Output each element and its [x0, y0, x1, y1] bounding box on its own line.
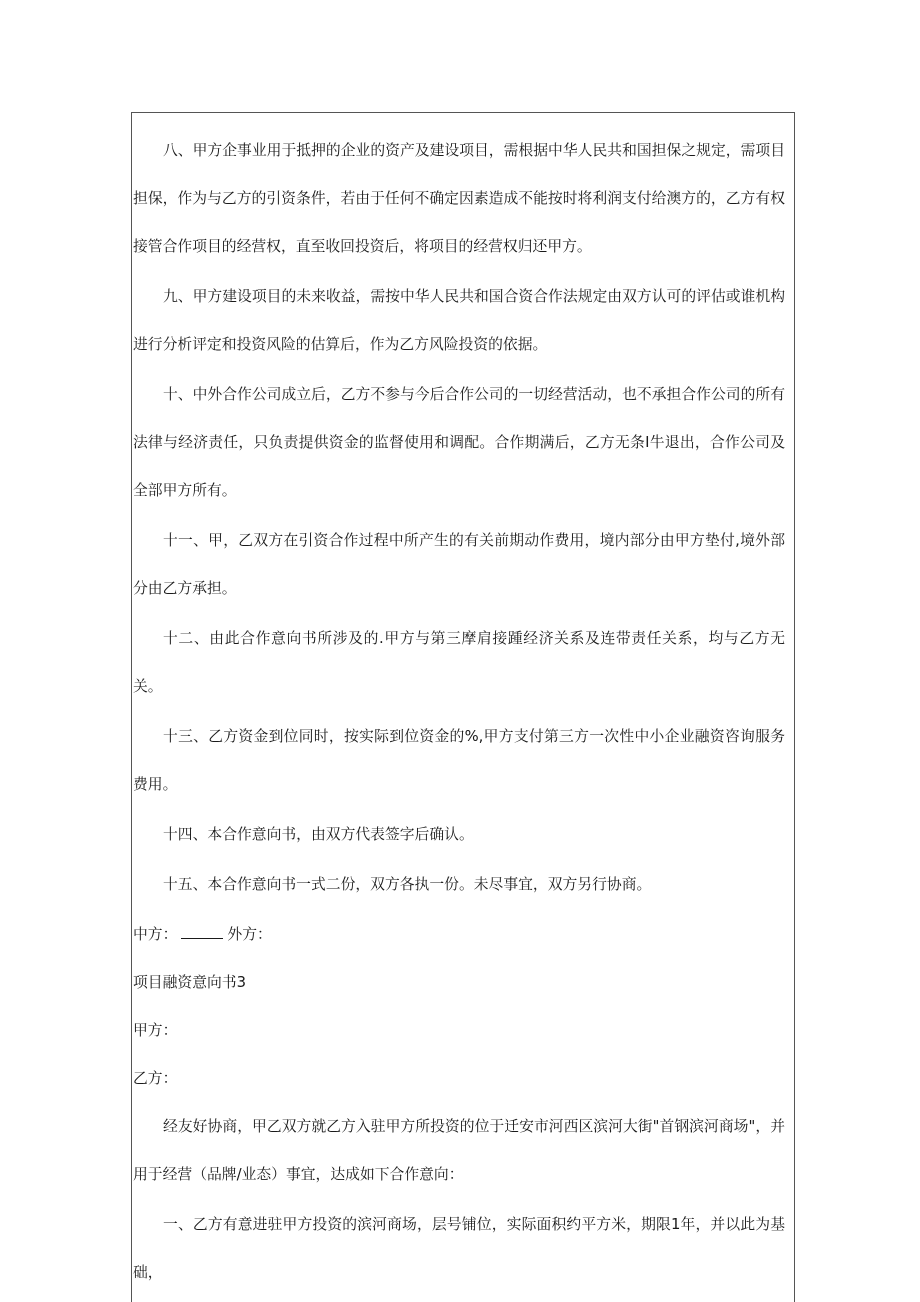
clause-14: 十四、本合作意向书，由双方代表签字后确认。 — [163, 826, 474, 843]
signature-chinese-party: 中方： — [133, 926, 178, 943]
clause-1: 一、乙方有意进驻甲方投资的滨河商场，层号铺位，实际面积约平方米，期限1年，并以此为基础， — [133, 1216, 785, 1281]
intro-paragraph: 经友好协商，甲乙双方就乙方入驻甲方所投资的位于迁安市河西区滨河大街"首钢滨河商场"，并用于经营（品牌/业态）事宜，达成如下合作意向： — [133, 1118, 785, 1183]
clause-11: 十一、甲，乙双方在引资合作过程中所产生的有关前期动作费用，境内部分由甲方垫付,境外部分由乙方承担。 — [133, 532, 785, 597]
party-b-label: 乙方： — [133, 1070, 178, 1087]
clause-13: 十三、乙方资金到位同时，按实际到位资金的%,甲方支付第三方一次性中小企业融资咨询服务费用。 — [133, 728, 785, 793]
document-body — [133, 127, 785, 1299]
signature-line — [133, 911, 785, 959]
section-title: 项目融资意向书3 — [133, 974, 246, 991]
clause-10: 十、中外合作公司成立后，乙方不参与今后合作公司的一切经营活动，也不承担合作公司的所有法律与经济责任，只负责提供资金的监督使用和调配。合作期满后，乙方无条Ⅰ牛退出，合作公司及全部甲方所有。 — [133, 386, 785, 499]
clause-15: 十五、本合作意向书一式二份，双方各执一份。未尽事宜，双方另行协商。 — [163, 876, 652, 893]
signature-blank — [181, 924, 223, 939]
party-a-label: 甲方： — [133, 1022, 178, 1039]
signature-foreign-party: 外方： — [227, 926, 272, 943]
clause-12: 十二、由此合作意向书所涉及的.甲方与第三摩肩接踵经济关系及连带责任关系，均与乙方无关。 — [133, 630, 785, 695]
clause-9: 九、甲方建设项目的未来收益，需按中华人民共和国合资合作法规定由双方认可的评估或谁机构进行分析评定和投资风险的估算后，作为乙方风险投资的依据。 — [133, 288, 785, 353]
clause-8: 八、甲方企事业用于抵押的企业的资产及建设项目，需根据中华人民共和国担保之规定，需项目担保，作为与乙方的引资条件，若由于任何不确定因素造成不能按时将利润支付给澳方的，乙方有权接管合作项目的经营权，直至收回投资后，将项目的经营权归还甲方。 — [133, 142, 785, 255]
